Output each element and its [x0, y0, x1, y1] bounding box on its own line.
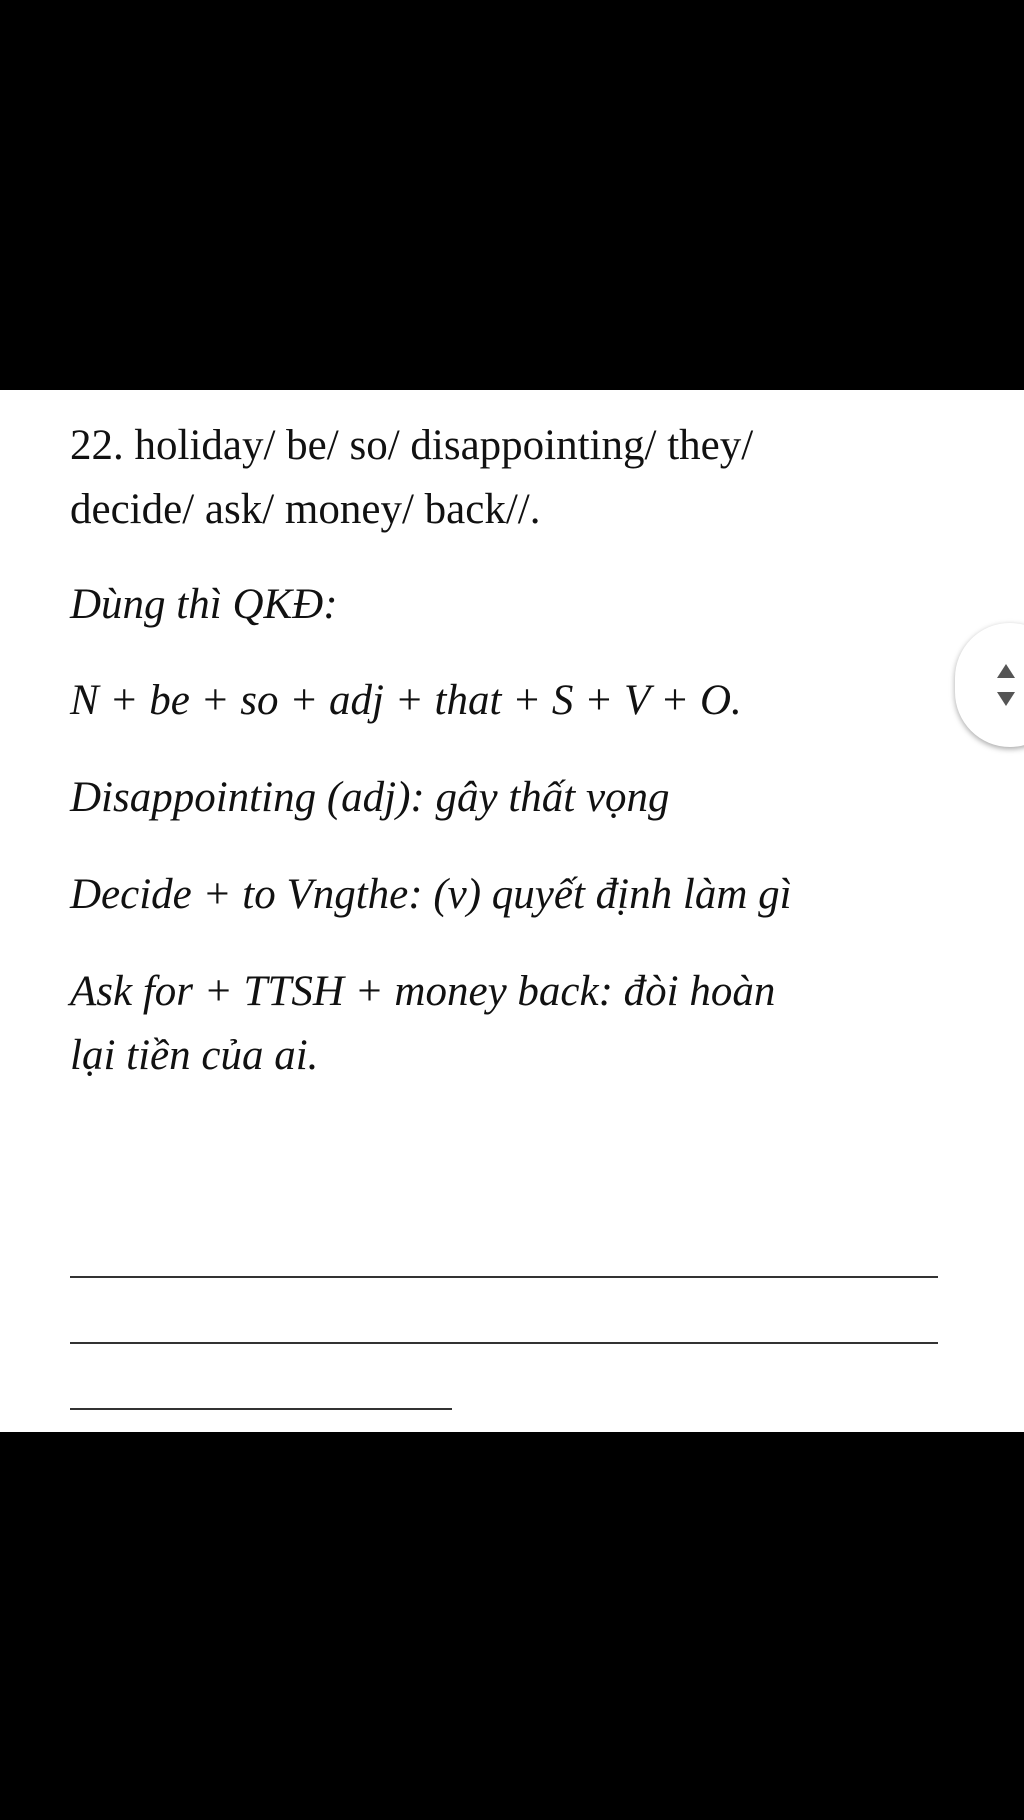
note-disappointing: Disappointing (adj): gây thất vọng — [70, 774, 670, 821]
question-line-1: 22. holiday/ be/ so/ disappointing/ they/ — [70, 422, 754, 469]
answer-line-3 — [70, 1408, 452, 1410]
note-structure: N + be + so + adj + that + S + V + O. — [70, 677, 742, 724]
up-down-arrows-icon — [995, 660, 1017, 710]
answer-line-2 — [70, 1342, 938, 1344]
document-page — [0, 390, 1024, 1432]
answer-line-1 — [70, 1276, 938, 1278]
top-black-area — [0, 0, 1024, 390]
question-line-2: decide/ ask/ money/ back//. — [70, 486, 541, 533]
note-decide: Decide + to Vngthe: (v) quyết định làm gì — [70, 871, 792, 918]
note-ask-for-line-1: Ask for + TTSH + money back: đòi hoàn — [70, 968, 776, 1015]
bottom-black-area — [0, 1432, 1024, 1820]
note-ask-for-line-2: lại tiền của ai. — [70, 1032, 319, 1079]
note-tense: Dùng thì QKĐ: — [70, 581, 338, 628]
